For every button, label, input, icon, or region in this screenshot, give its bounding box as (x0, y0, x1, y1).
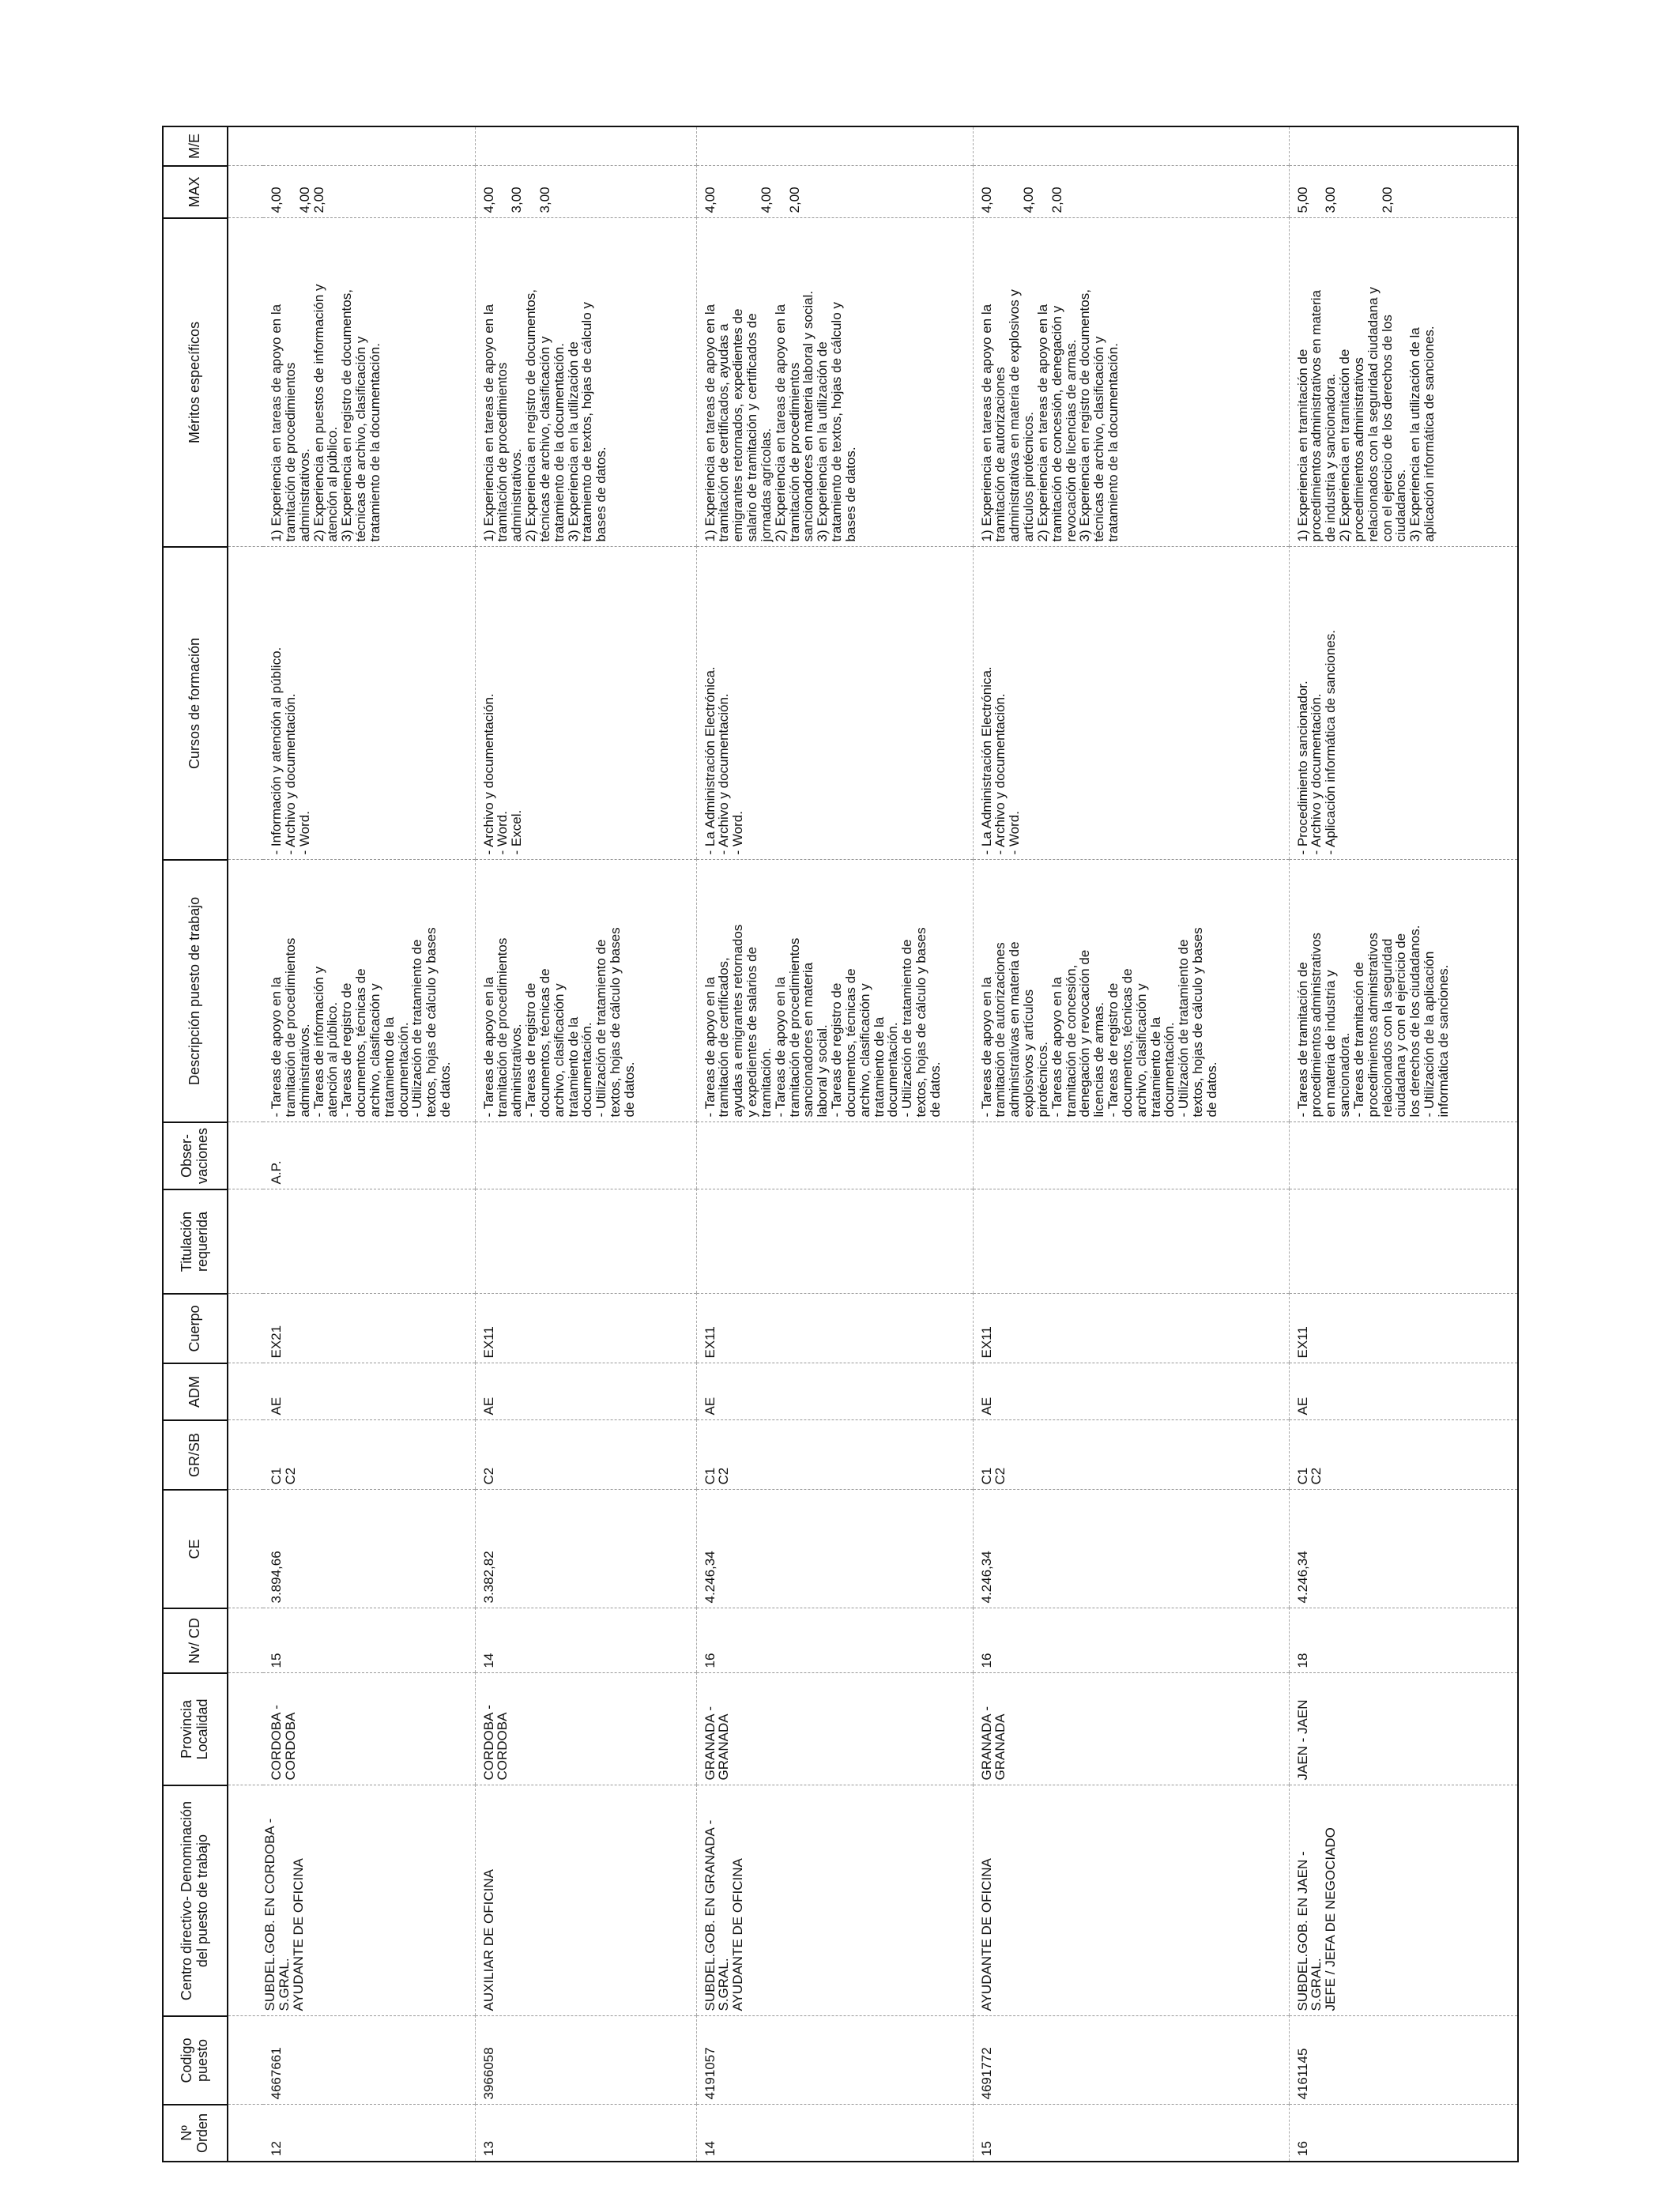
cell-titulacion (263, 1189, 475, 1294)
cell-orden: 12 (263, 2105, 475, 2162)
cell-nivel: 15 (263, 1608, 475, 1673)
cell-ce: 4.246,34 (973, 1490, 1289, 1608)
cell-observaciones: A.P. (263, 1122, 475, 1189)
cell-titulacion (475, 1189, 696, 1294)
header-codigo: Codigo puesto (163, 2016, 228, 2105)
cell-observaciones (696, 1122, 973, 1189)
cell-me (1289, 126, 1518, 166)
cell-max: 4,00 4,00 2,00 (696, 166, 973, 218)
cell-codigo: 4161145 (1289, 2016, 1518, 2105)
cell-orden: 15 (973, 2105, 1289, 2162)
cell-max: 4,00 3,00 3,00 (475, 166, 696, 218)
table-row (475, 126, 696, 2162)
cell-adm: AE (973, 1363, 1289, 1420)
job-positions-table (162, 126, 1519, 2162)
header-orden: Nº Orden (163, 2105, 228, 2162)
cell-ce: 3.894,66 (263, 1490, 475, 1608)
cell-provincia: JAEN - JAEN (1289, 1673, 1518, 1785)
cell-cursos: - La Administración Electrónica. - Archivo y documentación. - Word. (696, 547, 973, 860)
cell-meritos: 1) Experiencia en tareas de apoyo en la tramitación de autorizaciones administrativas en materia de explosivos y artículos pirotécnicos. 2) Experiencia en tareas de apoyo en la tramitación de concesión, denegación y revocación de licencias de armas. 3) Experiencia en registro de documentos, técnicas de archivo, clasificación y tratamiento de la documentación. (973, 218, 1289, 547)
cell-codigo: 4667661 (263, 2016, 475, 2105)
cell-centro: SUBDEL.GOB. EN JAEN - S.GRAL. JEFE / JEFA DE NEGOCIADO (1289, 1785, 1518, 2016)
cell-orden: 14 (696, 2105, 973, 2162)
cell-adm: AE (263, 1363, 475, 1420)
cell-nivel: 16 (696, 1608, 973, 1673)
cell-codigo: 3966058 (475, 2016, 696, 2105)
header-grsb: GR/SB (163, 1420, 228, 1490)
cell-descripcion: - Tareas de apoyo en la tramitación de procedimientos administrativos. - Tareas de información y atención al público. - Tareas de registro de documentos, técnicas de archivo, clasificación y tratamiento de la documentación. - Utilización de tratamiento de textos, hojas de cálculo y bases de datos. (263, 860, 475, 1122)
cell-grsb: C1 C2 (263, 1420, 475, 1490)
cell-centro: AUXILIAR DE OFICINA (475, 1785, 696, 2016)
table-row (1289, 126, 1518, 2162)
cell-cursos: - Procedimiento sancionador. - Archivo y documentación. - Aplicación informática de sanciones. (1289, 547, 1518, 860)
header-provincia: Provincia Localidad (163, 1673, 228, 1785)
cell-provincia: GRANADA - GRANADA (973, 1673, 1289, 1785)
cell-cursos: - La Administración Electrónica. - Archivo y documentación. - Word. (973, 547, 1289, 860)
cell-me (696, 126, 973, 166)
cell-titulacion (696, 1189, 973, 1294)
cell-meritos: 1) Experiencia en tramitación de procedimientos administrativos en materia de industria y sancionadora. 2) Experiencia en tramitación de procedimientos administrativos relacionados con la seguridad ciudadana y con el ejercicio de los derechos de los ciudadanos. 3) Experiencia en la utilización de la aplicación informática de sanciones. (1289, 218, 1518, 547)
header-meritos: Méritos específicos (163, 218, 228, 547)
header-centro: Centro directivo- Denominación del puesto de trabajo (163, 1785, 228, 2016)
cell-orden: 13 (475, 2105, 696, 2162)
table-body (228, 126, 1518, 2162)
cell-meritos: 1) Experiencia en tareas de apoyo en la tramitación de procedimientos administrativos. 2) Experiencia en puestos de información y atención al público. 3) Experiencia en registro de documentos, técnicas de archivo, clasificación y tratamiento de la documentación. (263, 218, 475, 547)
table-row (696, 126, 973, 2162)
cell-cuerpo: EX11 (1289, 1294, 1518, 1363)
cell-me (475, 126, 696, 166)
cell-me (973, 126, 1289, 166)
header-titulacion: Titulación requerida (163, 1189, 228, 1294)
cell-centro: SUBDEL.GOB. EN GRANADA - S.GRAL. AYUDANTE DE OFICINA (696, 1785, 973, 2016)
cell-descripcion: - Tareas de apoyo en la tramitación de autorizaciones administrativas en materia de explosivos y artículos pirotécnicos. - Tareas de apoyo en la tramitación de concesión, denegación y revocación de licencias de armas. - Tareas de registro de documentos, técnicas de archivo, clasificación y tratamiento de la documentación. - Utilización de tratamiento de textos, hojas de cálculo y bases de datos. (973, 860, 1289, 1122)
cell-provincia: GRANADA - GRANADA (696, 1673, 973, 1785)
cell-centro: AYUDANTE DE OFICINA (973, 1785, 1289, 2016)
cell-ce: 4.246,34 (1289, 1490, 1518, 1608)
header-observaciones: Obser- vaciones (163, 1122, 228, 1189)
cell-observaciones (475, 1122, 696, 1189)
cell-nivel: 14 (475, 1608, 696, 1673)
cell-grsb: C1 C2 (1289, 1420, 1518, 1490)
header-me: M/E (163, 126, 228, 166)
cell-provincia: CORDOBA - CORDOBA (263, 1673, 475, 1785)
cell-descripcion: - Tareas de apoyo en la tramitación de procedimientos administrativos. - Tareas de registro de documentos, técnicas de archivo, clasificación y tratamiento de la documentación. - Utilización de tratamiento de textos, hojas de cálculo y bases de datos. (475, 860, 696, 1122)
cell-grsb: C1 C2 (973, 1420, 1289, 1490)
cell-grsb: C1 C2 (696, 1420, 973, 1490)
cell-ce: 4.246,34 (696, 1490, 973, 1608)
cell-cuerpo: EX11 (475, 1294, 696, 1363)
cell-meritos: 1) Experiencia en tareas de apoyo en la tramitación de procedimientos administrativos. 2) Experiencia en registro de documentos, técnicas de archivo, clasificación y tratamiento de la documentación. 3) Experiencia en la utilización de tratamiento de textos, hojas de cálculo y bases de datos. (475, 218, 696, 547)
table-row (263, 126, 475, 2162)
cell-cuerpo: EX11 (696, 1294, 973, 1363)
cell-adm: AE (1289, 1363, 1518, 1420)
cell-provincia: CORDOBA - CORDOBA (475, 1673, 696, 1785)
cell-nivel: 18 (1289, 1608, 1518, 1673)
cell-observaciones (1289, 1122, 1518, 1189)
cell-nivel: 16 (973, 1608, 1289, 1673)
cell-observaciones (973, 1122, 1289, 1189)
cell-centro: SUBDEL.GOB. EN CORDOBA - S.GRAL. AYUDANTE DE OFICINA (263, 1785, 475, 2016)
header-ce: CE (163, 1490, 228, 1608)
cell-cursos: - Información y atención al público. - Archivo y documentación. - Word. (263, 547, 475, 860)
cell-cuerpo: EX11 (973, 1294, 1289, 1363)
header-nivel: Nv/ CD (163, 1608, 228, 1673)
cell-orden: 16 (1289, 2105, 1518, 2162)
header-cursos: Cursos de formación (163, 547, 228, 860)
cell-cuerpo: EX21 (263, 1294, 475, 1363)
cell-ce: 3.382,82 (475, 1490, 696, 1608)
header-descripcion: Descripción puesto de trabajo (163, 860, 228, 1122)
table-row (973, 126, 1289, 2162)
cell-meritos: 1) Experiencia en tareas de apoyo en la tramitación de certificados, ayudas a emigrantes retornados, expedientes de salario de tramitación y certificados de jornadas agrícolas. 2) Experiencia en tareas de apoyo en la tramitación de procedimientos sancionadores en materia laboral y social. 3) Experiencia en la utilización de tratamiento de textos, hojas de cálculo y bases de datos. (696, 218, 973, 547)
header-max: MAX (163, 166, 228, 218)
cell-codigo: 4191057 (696, 2016, 973, 2105)
table-spacer-row (228, 126, 263, 2162)
cell-descripcion: - Tareas de apoyo en la tramitación de certificados, ayudas a emigrantes retornados y expedientes de salarios de tramitación. - Tareas de apoyo en la tramitación de procedimientos sancionadores en materia laboral y social. - Tareas de registro de documentos, técnicas de archivo, clasificación y tratamiento de la documentación. - Utilización de tratamiento de textos, hojas de cálculo y bases de datos. (696, 860, 973, 1122)
table-header (163, 126, 228, 2162)
cell-adm: AE (696, 1363, 973, 1420)
cell-adm: AE (475, 1363, 696, 1420)
header-cuerpo: Cuerpo (163, 1294, 228, 1363)
cell-cursos: - Archivo y documentación. - Word. - Excel. (475, 547, 696, 860)
cell-titulacion (1289, 1189, 1518, 1294)
cell-codigo: 4691772 (973, 2016, 1289, 2105)
cell-me (263, 126, 475, 166)
cell-titulacion (973, 1189, 1289, 1294)
cell-grsb: C2 (475, 1420, 696, 1490)
cell-descripcion: - Tareas de tramitación de procedimientos administrativos en materia de industria y sancionadora. - Tareas de tramitación de procedimientos administrativos relacionados con la seguridad ciudadana y con el ejercicio de los derechos de los ciudadanos. - Utilización de la aplicación informática de sanciones. (1289, 860, 1518, 1122)
cell-max: 5,00 3,00 2,00 (1289, 166, 1518, 218)
cell-max: 4,00 4,00 2,00 (973, 166, 1289, 218)
cell-max: 4,00 4,00 2,00 (263, 166, 475, 218)
header-adm: ADM (163, 1363, 228, 1420)
